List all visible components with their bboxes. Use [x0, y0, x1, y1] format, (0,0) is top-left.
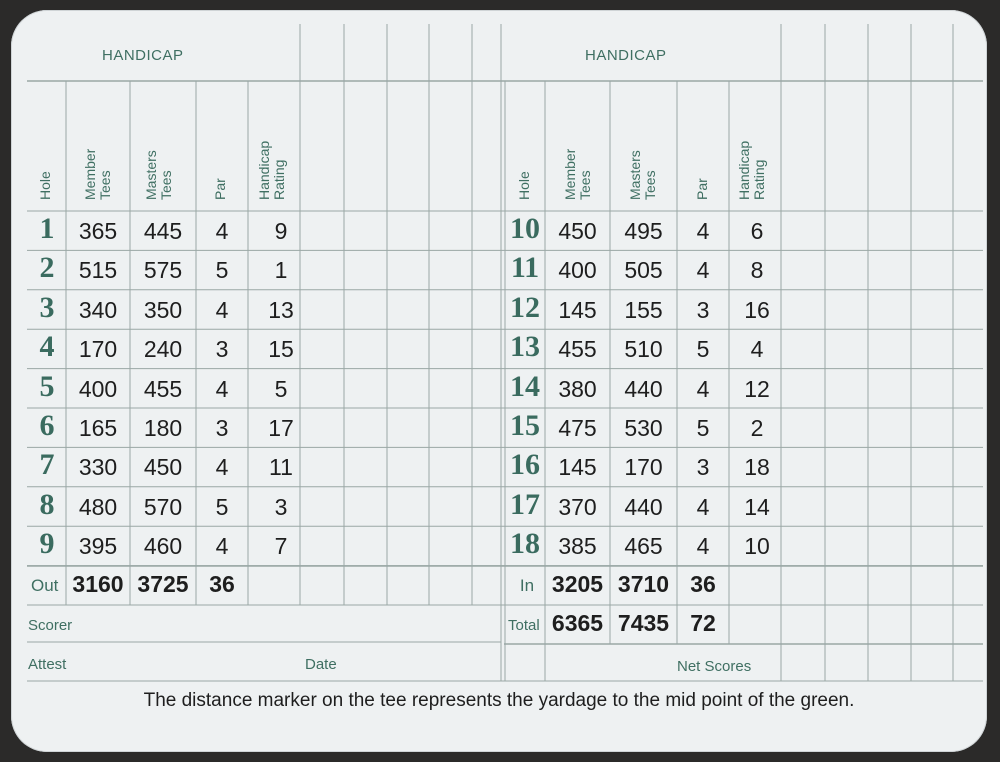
left-member-yards: 340	[78, 296, 118, 323]
left-masters-yards: 455	[143, 375, 183, 402]
left-handicap-rating: 7	[274, 533, 288, 560]
right-hole-number: 10	[510, 212, 540, 245]
left-par: 5	[215, 493, 229, 520]
left-hole-number: 6	[39, 409, 55, 442]
right-hole-number: 16	[510, 448, 540, 482]
right-hole-number: 17	[510, 487, 540, 521]
left-masters-yards: 445	[143, 218, 183, 244]
right-col-masters: Masters Tees	[627, 150, 658, 200]
right-hole-number: 15	[510, 409, 540, 442]
right-hole-number: 11	[510, 251, 540, 285]
left-col-handicap-rating: Handicap Rating	[256, 140, 287, 200]
left-member-yards: 170	[78, 336, 118, 363]
right-par: 3	[696, 296, 710, 323]
total-label: Total	[508, 617, 540, 634]
left-member-yards: 330	[78, 454, 118, 481]
right-par: 4	[696, 375, 710, 402]
date-label: Date	[305, 656, 337, 673]
right-masters-yards: 170	[624, 454, 663, 481]
left-member-yards: 400	[78, 375, 118, 402]
left-handicap-rating: 17	[268, 415, 294, 441]
right-member-yards: 145	[558, 454, 597, 481]
right-handicap-rating: 14	[744, 493, 770, 520]
out-label: Out	[31, 576, 59, 595]
right-masters-yards: 440	[624, 493, 663, 520]
right-member-yards: 450	[558, 218, 597, 244]
left-handicap-rating: 5	[274, 375, 288, 402]
left-masters-yards: 180	[143, 415, 183, 441]
left-handicap-label: HANDICAP	[102, 47, 184, 64]
footer-note: The distance marker on the tee represents the yardage to the mid point of the green.	[143, 690, 855, 711]
left-hole-number: 2	[39, 251, 55, 285]
left-masters-yards: 450	[143, 454, 183, 481]
right-handicap-rating: 10	[744, 533, 770, 560]
right-hole-number: 14	[510, 369, 540, 403]
right-handicap-rating: 2	[750, 415, 764, 441]
right-member-yards: 455	[558, 336, 597, 363]
left-col-hole: Hole	[37, 171, 53, 200]
left-masters-yards: 240	[143, 336, 183, 363]
right-par: 4	[696, 257, 710, 284]
left-member-yards: 165	[78, 415, 118, 441]
out-member-total: 3160	[72, 571, 124, 597]
left-hole-number: 3	[39, 290, 55, 324]
out-masters-total: 3725	[137, 571, 189, 597]
right-member-yards: 400	[558, 257, 597, 284]
left-handicap-rating: 15	[268, 336, 294, 363]
right-member-yards: 380	[558, 375, 597, 402]
right-member-yards: 370	[558, 493, 597, 520]
grand-masters-total: 7435	[617, 610, 670, 636]
right-handicap-rating: 18	[744, 454, 770, 481]
scorer-label: Scorer	[28, 617, 73, 634]
right-hole-number: 12	[510, 290, 540, 324]
right-masters-yards: 440	[624, 375, 663, 402]
left-hole-number: 1	[39, 212, 55, 245]
out-par-total: 36	[209, 571, 235, 597]
right-par: 3	[696, 454, 710, 481]
right-member-yards: 145	[558, 296, 597, 323]
left-member-yards: 365	[78, 218, 118, 244]
right-col-hole: Hole	[516, 171, 532, 200]
grand-par-total: 72	[690, 610, 716, 636]
left-hole-number: 9	[39, 527, 55, 561]
left-masters-yards: 460	[143, 533, 183, 560]
right-par: 5	[696, 415, 710, 441]
right-col-par: Par	[694, 178, 710, 200]
left-masters-yards: 350	[143, 296, 183, 323]
left-hole-number: 7	[39, 448, 55, 482]
left-par: 4	[215, 218, 229, 244]
left-par: 3	[215, 415, 229, 441]
left-par: 4	[215, 375, 229, 402]
right-masters-yards: 465	[624, 533, 663, 560]
right-par: 4	[696, 218, 710, 244]
left-par: 4	[215, 533, 229, 560]
right-masters-yards: 495	[624, 218, 663, 244]
left-member-yards: 395	[78, 533, 118, 560]
left-par: 4	[215, 454, 229, 481]
left-hole-number: 5	[39, 369, 55, 403]
left-handicap-rating: 1	[274, 257, 288, 284]
left-handicap-rating: 11	[269, 454, 293, 481]
right-member-yards: 475	[558, 415, 597, 441]
left-handicap-rating: 13	[268, 296, 294, 323]
right-masters-yards: 155	[624, 296, 663, 323]
left-handicap-rating: 9	[274, 218, 288, 244]
right-par: 4	[696, 493, 710, 520]
right-member-yards: 385	[558, 533, 597, 560]
in-masters-total: 3710	[617, 571, 670, 597]
grand-member-total: 6365	[551, 610, 604, 636]
right-handicap-rating: 4	[750, 336, 764, 363]
right-col-member: Member Tees	[562, 148, 593, 200]
right-hole-number: 13	[510, 330, 540, 364]
attest-label: Attest	[28, 656, 67, 673]
left-member-yards: 480	[78, 493, 118, 520]
left-hole-number: 8	[39, 487, 55, 521]
right-handicap-rating: 6	[750, 218, 764, 244]
right-hole-number: 18	[510, 527, 540, 561]
left-handicap-rating: 3	[274, 493, 288, 520]
right-handicap-rating: 12	[744, 375, 770, 402]
left-masters-yards: 570	[143, 493, 183, 520]
left-col-par: Par	[212, 178, 228, 200]
right-handicap-label: HANDICAP	[585, 47, 667, 64]
left-col-masters: Masters Tees	[143, 150, 174, 200]
right-masters-yards: 530	[624, 415, 663, 441]
left-par: 4	[215, 296, 229, 323]
left-par: 5	[215, 257, 229, 284]
scorecard	[11, 10, 987, 752]
in-par-total: 36	[690, 571, 716, 597]
right-handicap-rating: 16	[744, 296, 770, 323]
left-par: 3	[215, 336, 229, 363]
right-col-handicap-rating: Handicap Rating	[736, 140, 767, 200]
in-member-total: 3205	[551, 571, 604, 597]
left-col-member: Member Tees	[82, 148, 113, 200]
right-par: 4	[696, 533, 710, 560]
right-masters-yards: 510	[624, 336, 663, 363]
left-hole-number: 4	[39, 330, 55, 364]
in-label: In	[519, 576, 535, 595]
left-member-yards: 515	[78, 257, 118, 284]
left-masters-yards: 575	[143, 257, 183, 284]
right-par: 5	[696, 336, 710, 363]
right-handicap-rating: 8	[750, 257, 764, 284]
net-scores-label: Net Scores	[677, 658, 752, 675]
right-masters-yards: 505	[624, 257, 663, 284]
